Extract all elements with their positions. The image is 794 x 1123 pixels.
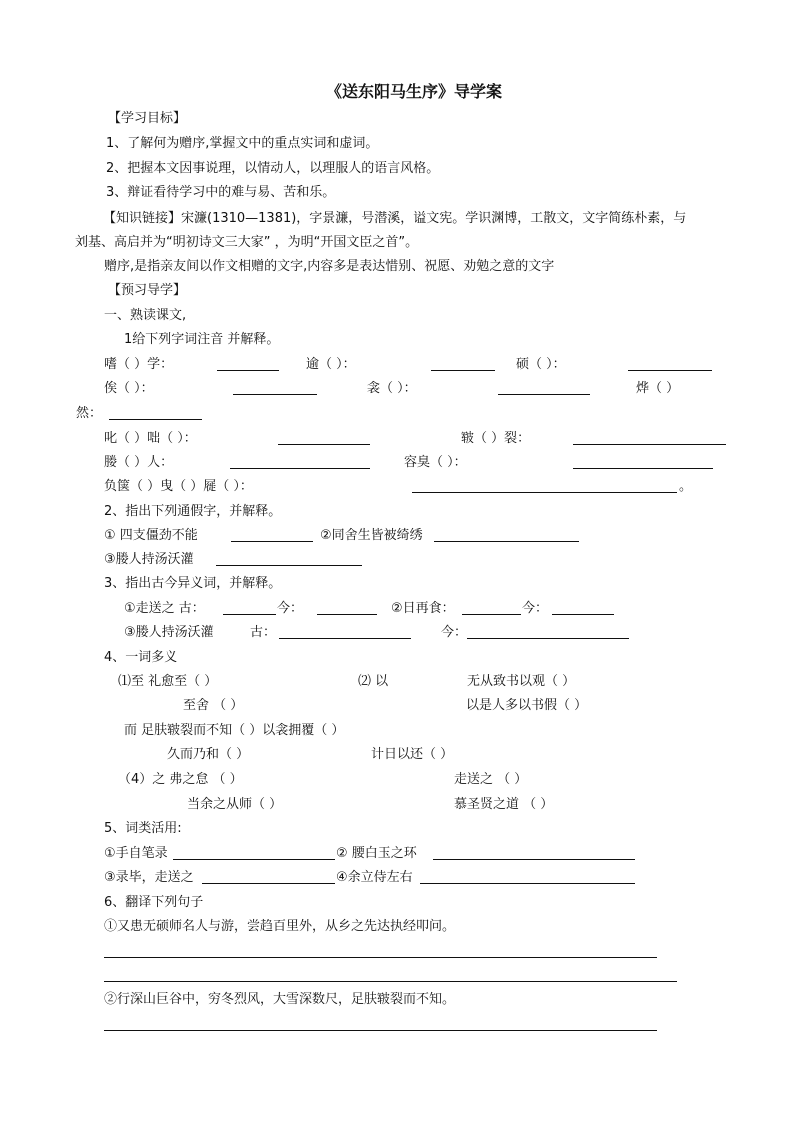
preview-header: 【预习导学】 <box>108 283 187 298</box>
blank[interactable] <box>467 638 629 639</box>
q2-item-1: ① 四支僵劲不能 <box>104 528 198 543</box>
blank[interactable] <box>202 883 335 884</box>
blank[interactable] <box>230 468 370 469</box>
q1-row3-b: 皲（ ）裂： <box>461 431 531 446</box>
blank[interactable] <box>216 565 362 566</box>
blank[interactable] <box>279 638 411 639</box>
q2-item-2: ②同舍生皆被绮绣 <box>320 528 423 543</box>
goal-3: 3、辩证看待学习中的难与易、苦和乐。 <box>106 185 336 200</box>
q3-item-3-now: 今： <box>441 625 468 640</box>
question-3-title: 3、指出古今异义词，并解释。 <box>104 576 282 591</box>
goal-1: 1、了解何为赠序,掌握文中的重点实词和虚词。 <box>106 136 379 151</box>
blank[interactable] <box>573 468 713 469</box>
q3-item-2: ②日再食： <box>391 601 455 616</box>
q3-item-3: ③媵人持汤沃灌 <box>124 625 214 640</box>
blank[interactable] <box>433 859 635 860</box>
q4-row-5b: 走送之 （ ） <box>454 772 528 787</box>
q1-row2-d: 然： <box>76 406 103 421</box>
q1-row2-b: 衾（ ）： <box>367 381 417 396</box>
blank[interactable] <box>217 370 279 371</box>
knowledge-link-cont: 刘基、高启并为“明初诗文三大家” ，为明“开国文臣之首”。 <box>75 235 419 250</box>
q1-row1-a: 嗜（ ）学： <box>104 357 174 372</box>
q3-item-2-now: 今： <box>522 601 549 616</box>
q4-row-3: 而 足肤皲裂而不知（ ）以衾拥覆（ ） <box>124 723 345 738</box>
knowledge-link: 【知识链接】宋濂(1310—1381)，字景濂，号潜溪，谥文宪。学识渊博，工散文，文字简练朴素，与 <box>103 211 687 226</box>
q5-item-3: ③录毕，走送之 <box>104 870 194 885</box>
read-text: 一、熟读课文, <box>104 308 187 323</box>
page-title: 《送东阳马生序》导学案 <box>326 82 503 101</box>
blank[interactable] <box>109 419 202 420</box>
blank[interactable] <box>233 394 317 395</box>
blank[interactable] <box>317 614 377 615</box>
answer-line[interactable] <box>104 1030 657 1031</box>
question-6-title: 6、翻译下列句子 <box>104 895 204 910</box>
q1-row3-a: 叱（ ）咄（ ）： <box>104 431 197 446</box>
question-5-title: 5、词类活用: <box>104 821 182 836</box>
q6-sentence-2: ②行深山巨谷中，穷冬烈风，大雪深数尺，足肤皲裂而不知。 <box>104 992 456 1007</box>
q4-row-1a: ⑴至 礼愈至（ ） <box>118 674 218 689</box>
answer-line[interactable] <box>104 981 677 982</box>
blank[interactable] <box>573 444 726 445</box>
q3-item-3-old: 古： <box>250 625 277 640</box>
q5-item-1: ①手自笔录 <box>104 846 168 861</box>
blank[interactable] <box>231 541 313 542</box>
zengxu-definition: 赠序,是指亲友间以作文相赠的文字,内容多是表达惜别、祝愿、劝勉之意的文字 <box>104 259 555 274</box>
q2-item-3: ③媵人持汤沃灌 <box>104 552 194 567</box>
q1-row1-b: 逾（ ）： <box>306 357 356 372</box>
q4-row-6a: 当余之从师（ ） <box>187 797 283 812</box>
blank[interactable] <box>420 883 635 884</box>
blank[interactable] <box>173 859 335 860</box>
q5-item-2: ② 腰白玉之环 <box>336 846 417 861</box>
q4-row-2b: 以是人多以书假（ ） <box>466 698 588 713</box>
q6-sentence-1: ①又患无硕师名人与游，尝趋百里外，从乡之先达执经叩问。 <box>104 919 456 934</box>
q4-row-5a: （4）之 弗之怠 （ ） <box>118 772 243 787</box>
goal-2: 2、把握本文因事说理，以情动人，以理服人的语言风格。 <box>106 161 440 176</box>
q1-row1-c: 硕（ ）： <box>516 357 566 372</box>
blank[interactable] <box>223 614 276 615</box>
q4-row-1c: 无从致书以观（ ） <box>467 674 576 689</box>
q4-row-1b: ⑵ 以 <box>358 674 389 689</box>
question-2-title: 2、指出下列通假字，并解释。 <box>104 504 282 519</box>
blank[interactable] <box>278 444 370 445</box>
blank[interactable] <box>498 394 590 395</box>
q4-row-4b: 计日以还（ ） <box>371 747 454 762</box>
blank[interactable] <box>412 492 677 493</box>
q4-row-2a: 至舍 （ ） <box>183 698 244 713</box>
question-1-title: 1给下列字词注音 并解释。 <box>124 332 280 347</box>
q1-row2-a: 俟（ ）： <box>104 381 154 396</box>
answer-line[interactable] <box>104 957 657 958</box>
q4-row-6b: 慕圣贤之道 （ ） <box>454 797 554 812</box>
q5-item-4: ④余立侍左右 <box>336 870 413 885</box>
q1-row5-end: 。 <box>679 479 693 494</box>
blank[interactable] <box>552 614 614 615</box>
blank[interactable] <box>434 541 579 542</box>
blank[interactable] <box>628 370 712 371</box>
blank[interactable] <box>462 614 521 615</box>
q1-row4-b: 容臭（ ）： <box>404 455 467 470</box>
q1-row4-a: 媵（ ）人： <box>104 455 174 470</box>
goals-header: 【学习目标】 <box>108 111 187 126</box>
blank[interactable] <box>431 370 495 371</box>
q1-row5-a: 负箧（ ）曳（ ）屣（ ）： <box>104 479 253 494</box>
q3-item-1-now: 今： <box>277 601 304 616</box>
q4-row-4a: 久而乃和（ ） <box>167 747 250 762</box>
q1-row2-c: 烨（ ） <box>636 381 680 396</box>
question-4-title: 4、一词多义 <box>104 650 178 665</box>
q3-item-1: ①走送之 古： <box>124 601 205 616</box>
